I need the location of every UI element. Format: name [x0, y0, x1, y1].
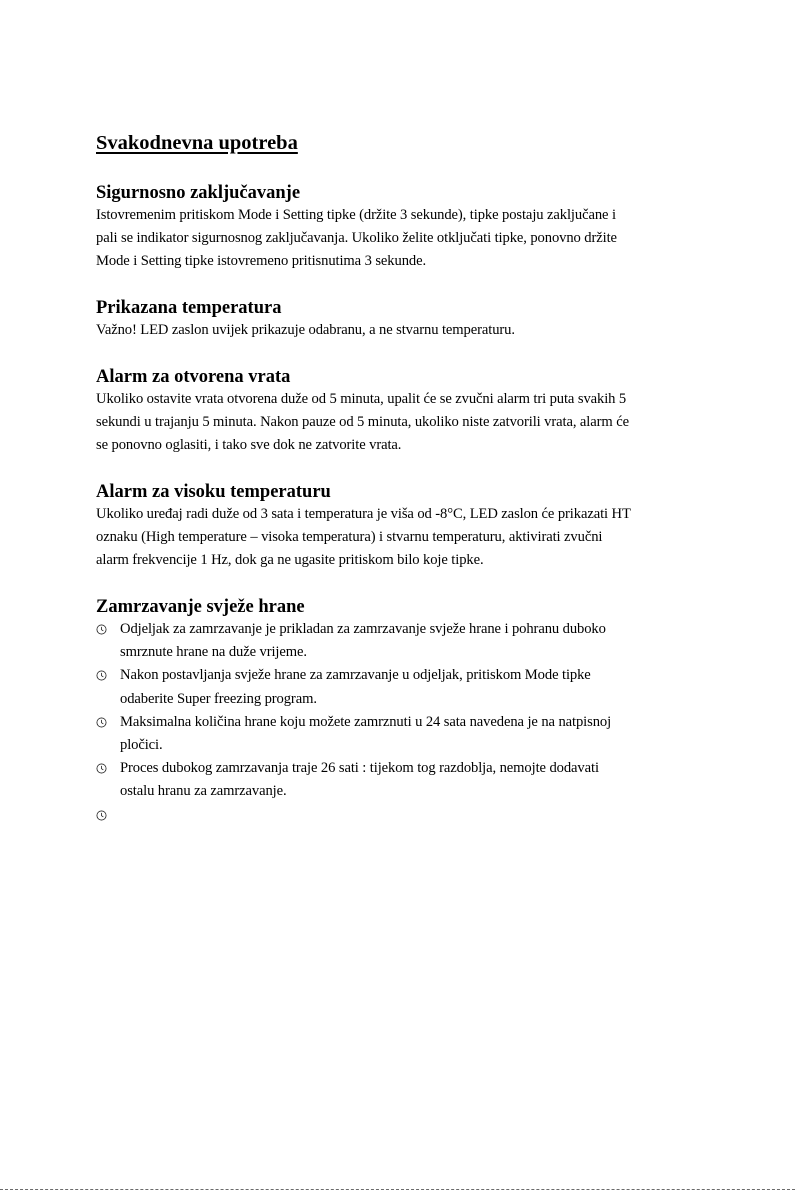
- section-heading: Prikazana temperatura: [96, 298, 282, 318]
- text-line: Važno! LED zaslon uvijek prikazuje odabranu, a ne stvarnu temperaturu.: [96, 322, 515, 338]
- section-door-alarm: [96, 366, 708, 457]
- clock-icon: [96, 717, 107, 728]
- section-heading: Alarm za visoku temperaturu: [96, 482, 331, 502]
- section-high-temperature-alarm: [96, 481, 708, 572]
- section-heading: Alarm za otvorena vrata: [96, 367, 291, 387]
- text-line: smrznute hrane na duže vrijeme.: [120, 644, 307, 661]
- text-line: pločici.: [120, 737, 163, 754]
- text-line: se ponovno oglasiti, i tako sve dok ne zatvorite vrata.: [96, 437, 402, 453]
- text-line: Ukoliko uređaj radi duže od 3 sata i temperatura je viša od -8°C, LED zaslon će prikazati HT: [96, 506, 631, 522]
- text-line: Maksimalna količina hrane koju možete zamrznuti u 24 sata navedena je na natpisnoj: [120, 713, 612, 730]
- list-item: [96, 757, 708, 803]
- section-heading: Sigurnosno zaključavanje: [96, 183, 301, 203]
- section-body: [96, 503, 708, 572]
- text-line: Mode i Setting tipke istovremeno pritisnutima 3 sekunde.: [96, 253, 427, 269]
- page-content: [96, 130, 708, 851]
- page-bottom-rule: [0, 1189, 795, 1190]
- clock-icon: [96, 624, 107, 635]
- section-safety-lock: [96, 182, 708, 273]
- clock-icon: [96, 763, 107, 774]
- text-line: Ukoliko ostavite vrata otvorena duže od 5 minuta, upalit će se zvučni alarm tri puta svakih 5: [96, 391, 627, 407]
- text-line: pali se indikator sigurnosnog zaključavanja. Ukoliko želite otključati tipke, ponovno držite: [96, 230, 617, 246]
- section-heading: Zamrzavanje svježe hrane: [96, 597, 305, 617]
- text-line: odaberite Super freezing program.: [120, 690, 317, 707]
- text-line: Istovremenim pritiskom Mode i Setting tipke (držite 3 sekunde), tipke postaju zaključane i: [96, 207, 616, 223]
- list-item: [96, 804, 708, 827]
- section-freezing-fresh-food: [96, 596, 708, 827]
- text-line: alarm frekvencije 1 Hz, dok ga ne ugasite pritiskom bilo koje tipke.: [96, 552, 484, 568]
- section-displayed-temperature: [96, 297, 708, 342]
- list-item: [96, 618, 708, 664]
- list-item: [96, 711, 708, 757]
- text-line: ostalu hranu za zamrzavanje.: [120, 783, 287, 800]
- text-line: sekundi u trajanju 5 minuta. Nakon pauze od 5 minuta, ukoliko niste zatvorili vrata, alarm će: [96, 414, 629, 430]
- section-body: [96, 388, 708, 457]
- text-line: oznaku (High temperature – visoka temperatura) i stvarnu temperaturu, aktivirati zvučni: [96, 529, 603, 545]
- clock-icon: [96, 670, 107, 681]
- section-body: [96, 319, 708, 342]
- bullet-list: [96, 618, 708, 827]
- clock-icon: [96, 810, 107, 821]
- text-line: Odjeljak za zamrzavanje je prikladan za zamrzavanje svježe hrane i pohranu duboko: [120, 621, 606, 637]
- text-line: Proces dubokog zamrzavanja traje 26 sati : tijekom tog razdoblja, nemojte dodavati: [120, 760, 599, 777]
- text-line: Nakon postavljanja svježe hrane za zamrzavanje u odjeljak, pritiskom Mode tipke: [120, 667, 591, 684]
- text-line: [120, 804, 708, 827]
- page-title: Svakodnevna upotreba: [96, 132, 298, 154]
- section-body: [96, 204, 708, 273]
- list-item: [96, 664, 708, 710]
